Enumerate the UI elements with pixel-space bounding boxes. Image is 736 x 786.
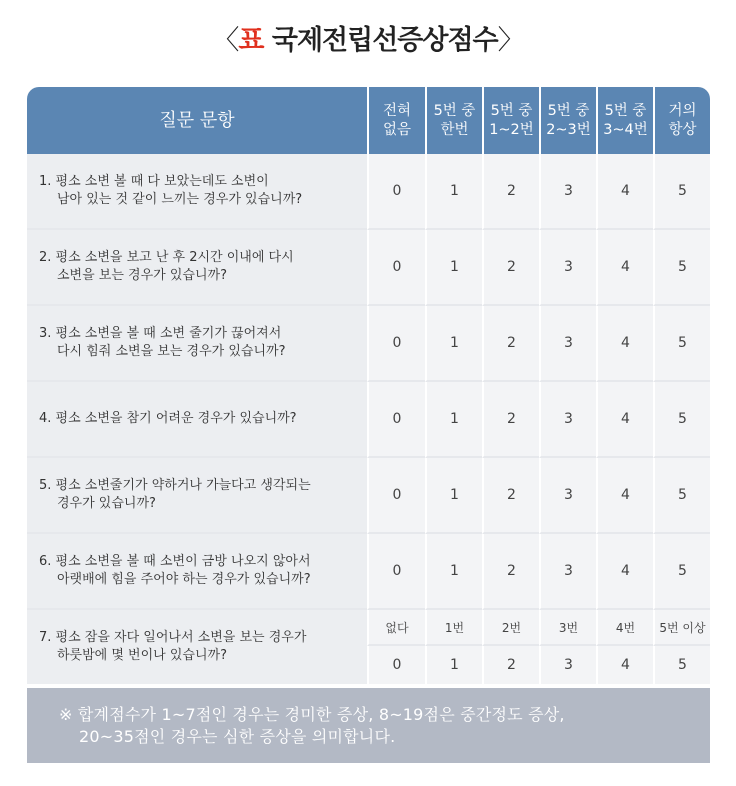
score-cell: 3 xyxy=(539,382,596,458)
page-title xyxy=(0,18,736,57)
header-col-1: 5번 중 한번 xyxy=(425,87,482,154)
frequency-label-cell: 3번 xyxy=(539,610,596,646)
question-cell xyxy=(27,154,367,230)
score-note xyxy=(27,688,710,763)
question-line-2: 하룻밤에 몇 번이나 있습니까? xyxy=(57,648,227,663)
score-cell: 2 xyxy=(482,458,539,534)
score-cell: 1 xyxy=(425,646,482,684)
score-cell: 4 xyxy=(596,458,653,534)
frequency-label-cell: 5번 이상 xyxy=(653,610,710,646)
score-cell: 1 xyxy=(425,306,482,382)
table-row xyxy=(27,534,710,610)
question-cell xyxy=(27,306,367,382)
score-cell: 0 xyxy=(367,646,425,684)
score-cell: 5 xyxy=(653,382,710,458)
question-line-1: 3. 평소 소변을 볼 때 소변 줄기가 끊어져서 xyxy=(39,326,282,341)
score-cell: 3 xyxy=(539,306,596,382)
score-cell: 5 xyxy=(653,306,710,382)
title-close-bracket: 〉 xyxy=(497,25,524,56)
score-cell: 1 xyxy=(425,230,482,306)
question-line-1: 2. 평소 소변을 보고 난 후 2시간 이내에 다시 xyxy=(39,250,294,265)
table-row xyxy=(27,458,710,534)
question-line-2: 다시 힘줘 소변을 보는 경우가 있습니까? xyxy=(57,344,286,359)
score-cell: 5 xyxy=(653,646,710,684)
score-cell: 1 xyxy=(425,534,482,610)
title-tag: 표 xyxy=(238,25,264,56)
header-col-2: 5번 중 1~2번 xyxy=(482,87,539,154)
score-cell: 3 xyxy=(539,230,596,306)
score-cell: 1 xyxy=(425,154,482,230)
question-cell xyxy=(27,534,367,610)
header-col-0: 전혀 없음 xyxy=(367,87,425,154)
score-cell: 5 xyxy=(653,154,710,230)
frequency-label-cell: 4번 xyxy=(596,610,653,646)
header-question: 질문 문항 xyxy=(27,87,367,154)
title-text: 국제전립선증상점수 xyxy=(271,25,498,56)
question-line-2: 경우가 있습니까? xyxy=(57,496,156,511)
score-cell: 0 xyxy=(367,534,425,610)
score-cell: 4 xyxy=(596,230,653,306)
score-cell: 1 xyxy=(425,382,482,458)
score-cell: 4 xyxy=(596,646,653,684)
header-col-3: 5번 중 2~3번 xyxy=(539,87,596,154)
score-cell: 5 xyxy=(653,534,710,610)
score-cell: 3 xyxy=(539,534,596,610)
score-cell: 2 xyxy=(482,306,539,382)
header-row xyxy=(27,87,710,154)
frequency-label-cell: 1번 xyxy=(425,610,482,646)
score-cell: 5 xyxy=(653,230,710,306)
question-line-1: 5. 평소 소변줄기가 약하거나 가늘다고 생각되는 xyxy=(39,478,311,493)
table-row xyxy=(27,154,710,230)
note-line-1: ※ 합계점수가 1~7점인 경우는 경미한 증상, 8~19점은 중간정도 증상, xyxy=(59,705,565,724)
score-cell: 2 xyxy=(482,154,539,230)
table-row xyxy=(27,610,710,646)
frequency-label-cell: 2번 xyxy=(482,610,539,646)
question-cell xyxy=(27,458,367,534)
table-row xyxy=(27,382,710,458)
question-line-2: 남아 있는 것 같이 느끼는 경우가 있습니까? xyxy=(57,192,303,207)
question-line-1: 6. 평소 소변을 볼 때 소변이 금방 나오지 않아서 xyxy=(39,554,311,569)
question-line-2: 아랫배에 힘을 주어야 하는 경우가 있습니까? xyxy=(57,572,311,587)
header-col-4: 5번 중 3~4번 xyxy=(596,87,653,154)
question-cell xyxy=(27,230,367,306)
question-cell xyxy=(27,382,367,458)
score-cell: 0 xyxy=(367,230,425,306)
score-cell: 3 xyxy=(539,458,596,534)
header-col-5: 거의 항상 xyxy=(653,87,710,154)
table-row xyxy=(27,230,710,306)
score-cell: 3 xyxy=(539,646,596,684)
score-cell: 4 xyxy=(596,306,653,382)
score-cell: 0 xyxy=(367,154,425,230)
score-cell: 2 xyxy=(482,230,539,306)
score-cell: 2 xyxy=(482,646,539,684)
title-open-bracket: 〈 xyxy=(212,25,239,56)
score-cell: 4 xyxy=(596,154,653,230)
frequency-label-cell: 없다 xyxy=(367,610,425,646)
question-line-1: 1. 평소 소변 볼 때 다 보았는데도 소변이 xyxy=(39,174,269,189)
score-cell: 0 xyxy=(367,458,425,534)
score-cell: 3 xyxy=(539,154,596,230)
score-cell: 2 xyxy=(482,534,539,610)
score-cell: 2 xyxy=(482,382,539,458)
question-line-2: 소변을 보는 경우가 있습니까? xyxy=(57,268,227,283)
table-row xyxy=(27,306,710,382)
question-line-1: 7. 평소 잠을 자다 일어나서 소변을 보는 경우가 xyxy=(39,630,307,645)
question-line-1: 4. 평소 소변을 참기 어려운 경우가 있습니까? xyxy=(39,411,297,426)
score-cell: 0 xyxy=(367,306,425,382)
score-cell: 0 xyxy=(367,382,425,458)
score-cell: 4 xyxy=(596,534,653,610)
question-cell xyxy=(27,610,367,684)
score-cell: 4 xyxy=(596,382,653,458)
ipss-table xyxy=(27,87,710,684)
score-cell: 5 xyxy=(653,458,710,534)
score-cell: 1 xyxy=(425,458,482,534)
note-line-2: 20~35점인 경우는 심한 증상을 의미합니다. xyxy=(79,727,396,746)
